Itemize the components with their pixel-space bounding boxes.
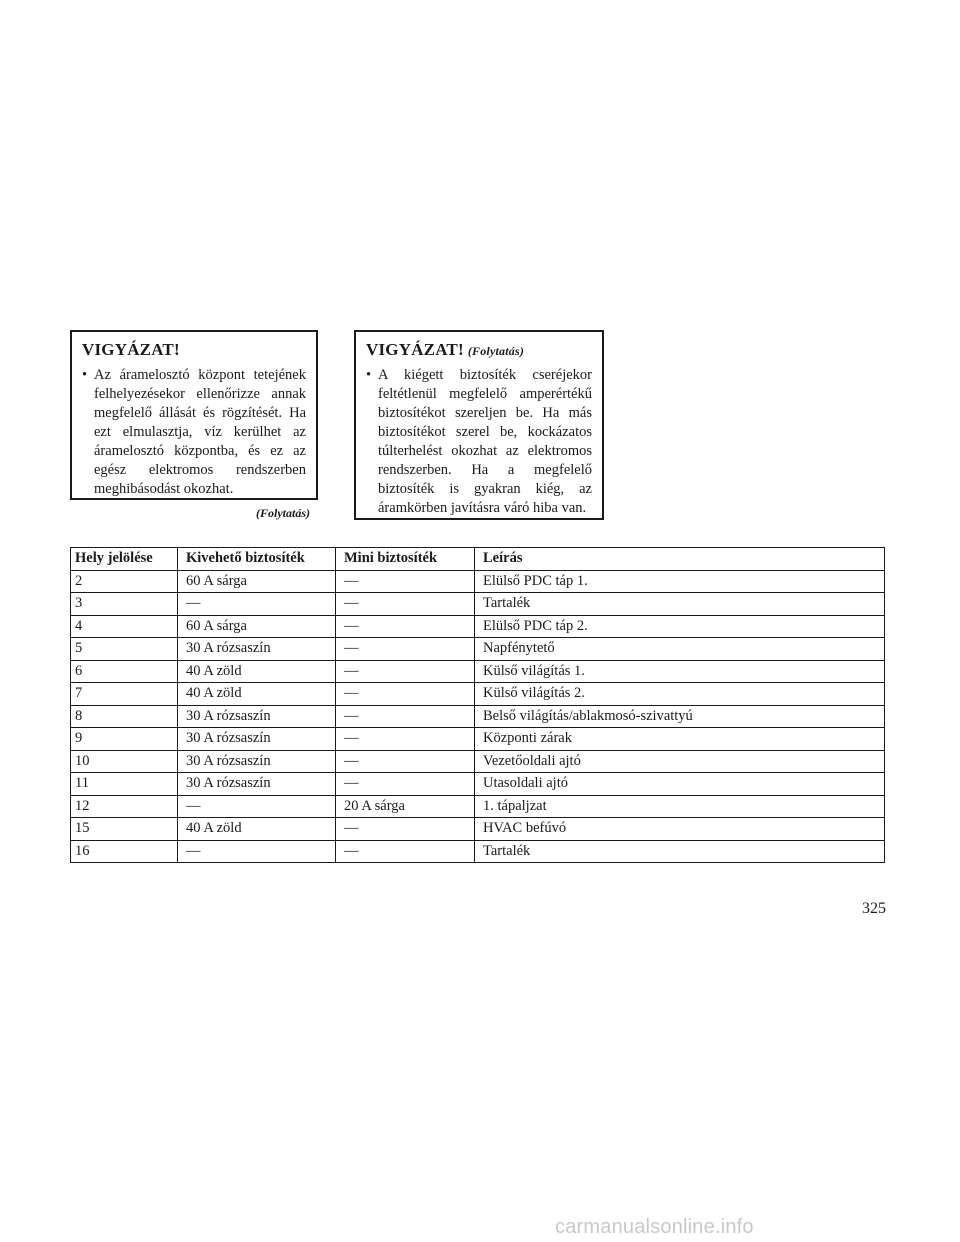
cell-location: 4 [71, 615, 178, 638]
table-row [71, 750, 885, 773]
cell-mini-fuse: — [336, 773, 475, 796]
cell-description: 1. tápaljzat [475, 795, 885, 818]
cell-description: Vezetőoldali ajtó [475, 750, 885, 773]
cell-mini-fuse: — [336, 615, 475, 638]
table-row [71, 683, 885, 706]
cell-description: Elülső PDC táp 1. [475, 570, 885, 593]
cell-location: 12 [71, 795, 178, 818]
table-row [71, 570, 885, 593]
fuse-table [70, 547, 885, 863]
cell-cartridge-fuse: 40 A zöld [178, 818, 336, 841]
table-row [71, 773, 885, 796]
continued-label: (Folytatás) [256, 506, 310, 520]
bullet: • [366, 367, 372, 383]
warning-box-right [354, 330, 604, 520]
cell-cartridge-fuse: — [178, 593, 336, 616]
cell-mini-fuse: — [336, 705, 475, 728]
cell-cartridge-fuse: 40 A zöld [178, 683, 336, 706]
warning-text: Az áramelosztó központ tetejének felhelyezésekor ellenőrizze annak megfelelő állását és rögzítését. Ha ezt elmulasztja, víz kerülhet az áramelosztó központba, és ez az egész elektromos rendszerben meghibásodást okozhat. [94, 367, 306, 497]
header-cartridge-fuse: Kivehető biztosíték [178, 548, 336, 571]
warning-title-continued: VIGYÁZAT! (Folytatás) [366, 340, 525, 359]
cell-description: Napfénytető [475, 638, 885, 661]
cell-description: Tartalék [475, 840, 885, 863]
cell-location: 8 [71, 705, 178, 728]
cell-mini-fuse: — [336, 840, 475, 863]
table-row [71, 795, 885, 818]
cell-mini-fuse: — [336, 660, 475, 683]
cell-description: Elülső PDC táp 2. [475, 615, 885, 638]
table-header-row [71, 548, 885, 571]
table-row [71, 615, 885, 638]
cell-location: 5 [71, 638, 178, 661]
cell-cartridge-fuse: — [178, 795, 336, 818]
cell-location: 10 [71, 750, 178, 773]
cell-mini-fuse: — [336, 728, 475, 751]
table-row [71, 840, 885, 863]
header-mini-fuse: Mini biztosíték [336, 548, 475, 571]
cell-mini-fuse: — [336, 570, 475, 593]
cell-description: HVAC befúvó [475, 818, 885, 841]
warning-box-left [70, 330, 318, 500]
cell-mini-fuse: — [336, 818, 475, 841]
header-location: Hely jelölése [71, 548, 178, 571]
cell-mini-fuse: — [336, 683, 475, 706]
cell-mini-fuse: — [336, 593, 475, 616]
header-description: Leírás [475, 548, 885, 571]
cell-location: 3 [71, 593, 178, 616]
table-row [71, 593, 885, 616]
cell-location: 16 [71, 840, 178, 863]
cell-cartridge-fuse: 40 A zöld [178, 660, 336, 683]
watermark: carmanualsonline.info [555, 1216, 754, 1238]
cell-cartridge-fuse: 30 A rózsaszín [178, 705, 336, 728]
table-row [71, 728, 885, 751]
continued-tag: (Folytatás) [467, 344, 525, 358]
cell-location: 9 [71, 728, 178, 751]
cell-cartridge-fuse: — [178, 840, 336, 863]
cell-location: 11 [71, 773, 178, 796]
bullet: • [82, 367, 88, 383]
warning-title: VIGYÁZAT! [82, 340, 180, 359]
cell-description: Belső világítás/ablakmosó-szivattyú [475, 705, 885, 728]
warning-text: A kiégett biztosíték cseréjekor feltétlenül megfelelő amperértékű biztosítékot szereljen be. Ha más biztosítékot szerel be, kockázatos túlterhelést okozhat az elektromos rendszerben. Ha a megfelelő biztosíték is gyakran kiég, az áramkörben javításra váró hiba van. [378, 367, 592, 516]
cell-cartridge-fuse: 60 A sárga [178, 570, 336, 593]
cell-cartridge-fuse: 30 A rózsaszín [178, 773, 336, 796]
cell-mini-fuse: — [336, 750, 475, 773]
warning-item [366, 366, 592, 518]
page-number: 325 [862, 900, 886, 917]
cell-mini-fuse: — [336, 638, 475, 661]
cell-cartridge-fuse: 30 A rózsaszín [178, 728, 336, 751]
cell-location: 2 [71, 570, 178, 593]
warning-item [82, 366, 306, 499]
cell-cartridge-fuse: 30 A rózsaszín [178, 750, 336, 773]
table-row [71, 660, 885, 683]
table-row [71, 818, 885, 841]
cell-location: 15 [71, 818, 178, 841]
table-row [71, 705, 885, 728]
cell-description: Külső világítás 2. [475, 683, 885, 706]
cell-cartridge-fuse: 30 A rózsaszín [178, 638, 336, 661]
cell-location: 7 [71, 683, 178, 706]
cell-description: Központi zárak [475, 728, 885, 751]
table-body [71, 570, 885, 863]
cell-cartridge-fuse: 60 A sárga [178, 615, 336, 638]
cell-description: Utasoldali ajtó [475, 773, 885, 796]
cell-description: Tartalék [475, 593, 885, 616]
cell-description: Külső világítás 1. [475, 660, 885, 683]
cell-location: 6 [71, 660, 178, 683]
table-row [71, 638, 885, 661]
cell-mini-fuse: 20 A sárga [336, 795, 475, 818]
